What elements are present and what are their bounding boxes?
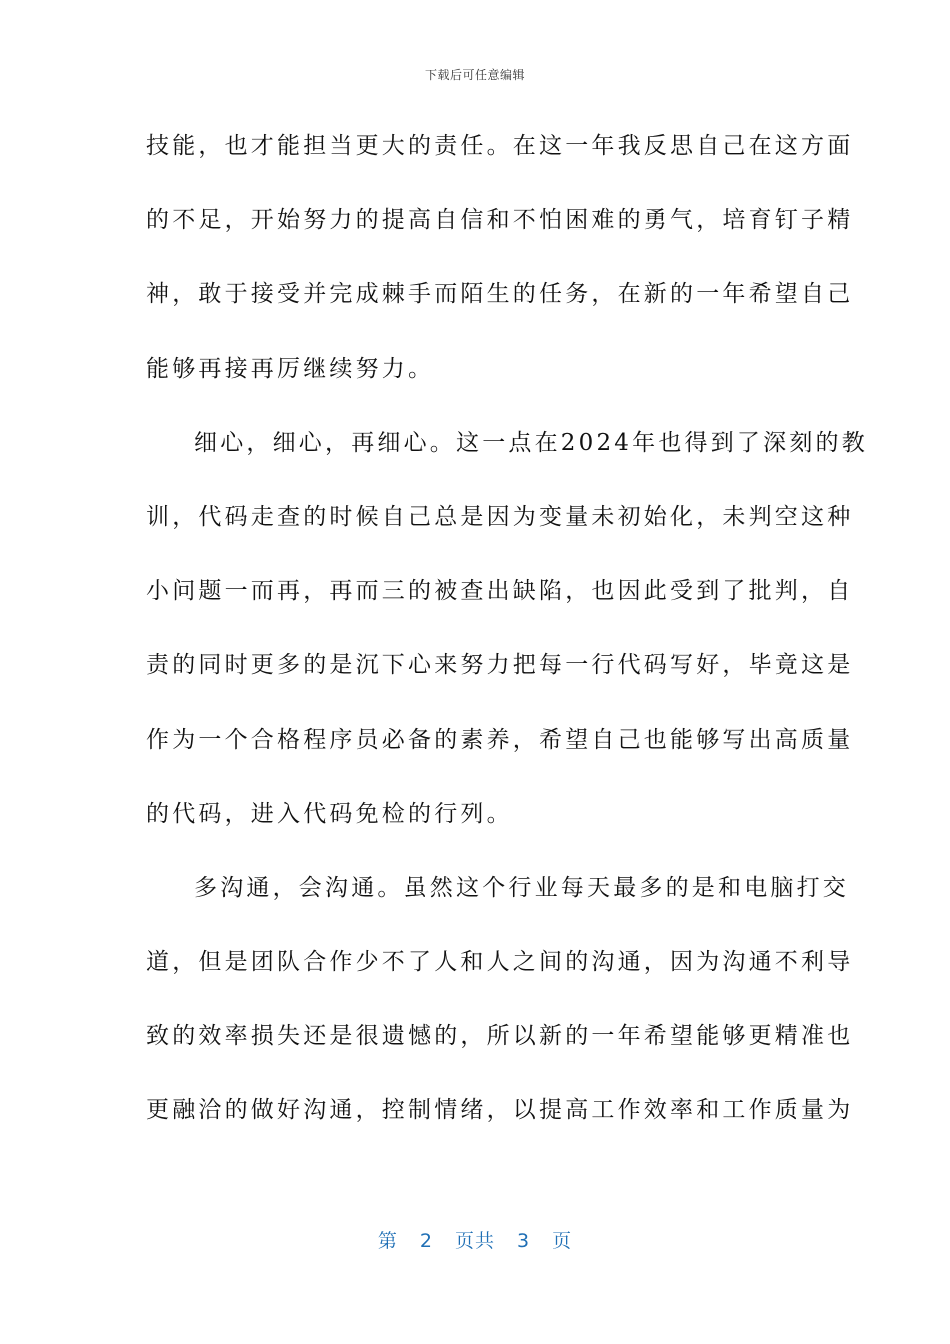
paragraph-line: 技能，也才能担当更大的责任。在这一年我反思自己在这方面 bbox=[146, 133, 854, 159]
page-footer bbox=[0, 1226, 950, 1253]
paragraph-line: 的代码，进入代码免检的行列。 bbox=[146, 800, 513, 827]
paragraph-line: 责的同时更多的是沉下心来努力把每一行代码写好，毕竟这是 bbox=[146, 652, 854, 679]
paragraph-line: 作为一个合格程序员必备的素养，希望自己也能够写出高质量 bbox=[146, 726, 854, 753]
paragraph-line: 的不足，开始努力的提高自信和不怕困难的勇气，培育钉子精 bbox=[146, 207, 854, 234]
paragraph-line: 细心，细心，再细心。这一点在2024年也得到了深刻的教 bbox=[194, 429, 868, 456]
footer-middle: 页共 bbox=[454, 1230, 495, 1252]
paragraph-line: 神，敢于接受并完成棘手而陌生的任务，在新的一年希望自己 bbox=[146, 281, 854, 308]
paragraph-line: 小问题一而再，再而三的被查出缺陷，也因此受到了批判，自 bbox=[146, 578, 854, 605]
paragraph-line: 致的效率损失还是很遗憾的，所以新的一年希望能够更精准也 bbox=[146, 1023, 854, 1050]
paragraph-line: 更融洽的做好沟通，控制情绪，以提高工作效率和工作质量为 bbox=[146, 1097, 854, 1124]
paragraph-line: 道，但是团队合作少不了人和人之间的沟通，因为沟通不利导 bbox=[146, 949, 854, 976]
paragraph-line: 训，代码走查的时候自己总是因为变量未初始化，未判空这种 bbox=[146, 503, 854, 530]
page-header: 下载后可任意编辑 bbox=[424, 68, 525, 82]
footer-suffix: 页 bbox=[552, 1230, 573, 1252]
paragraph-line: 能够再接再厉继续努力。 bbox=[146, 355, 435, 382]
paragraph-line: 多沟通，会沟通。虽然这个行业每天最多的是和电脑打交 bbox=[194, 874, 849, 901]
footer-prefix: 第 bbox=[377, 1230, 398, 1252]
total-pages-number: 3 bbox=[517, 1230, 531, 1252]
current-page-number: 2 bbox=[419, 1230, 433, 1252]
document-body bbox=[146, 118, 868, 1157]
